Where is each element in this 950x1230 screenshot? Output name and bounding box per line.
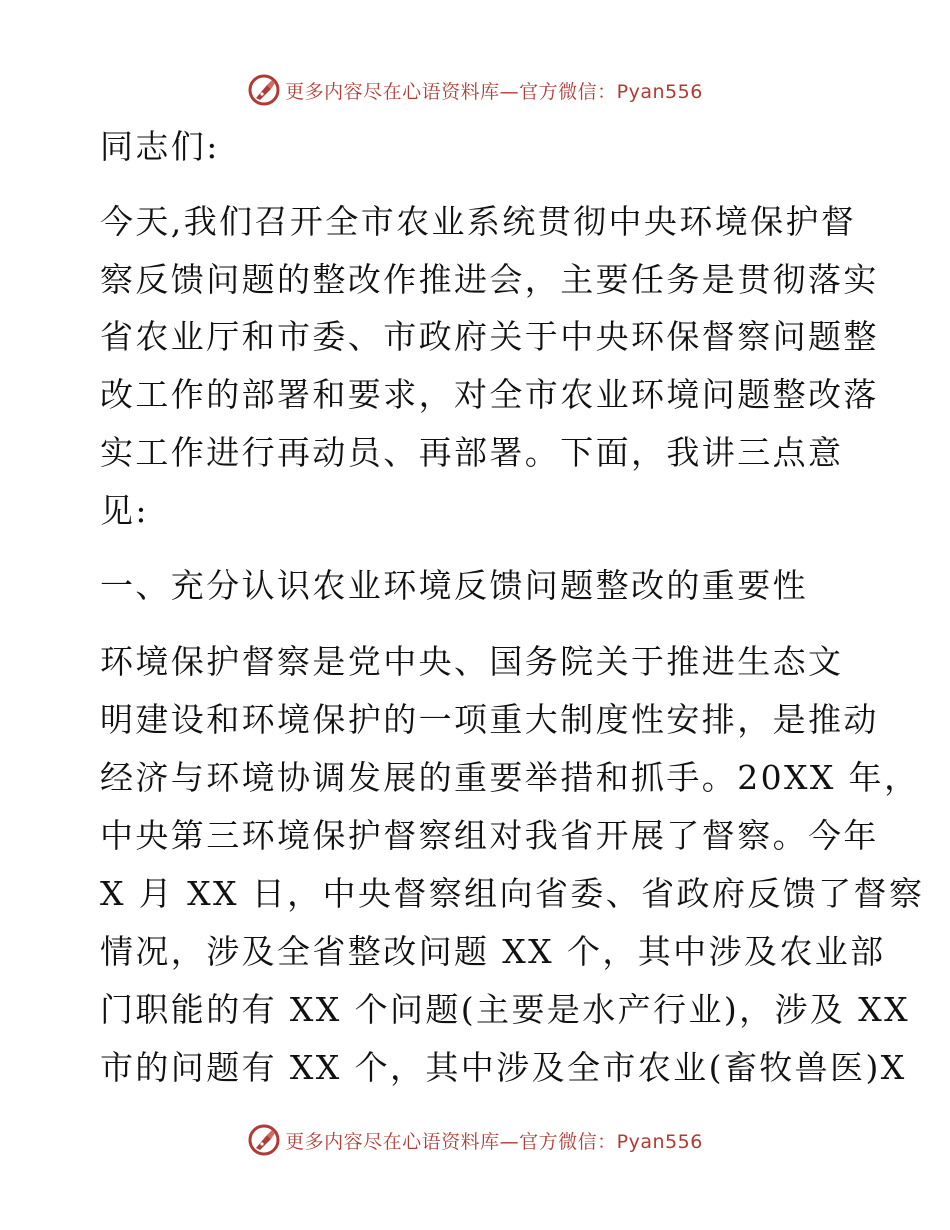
paragraph-line: 察反馈问题的整改作推进会，主要任务是贯彻落实	[100, 260, 879, 299]
section-heading: 一、充分认识农业环境反馈问题整改的重要性	[100, 566, 808, 605]
paragraph-line: 环境保护督察是党中央、国务院关于推进生态文	[100, 642, 844, 681]
paragraph-line: 省农业厅和市委、市政府关于中央环保督察问题整	[100, 317, 879, 356]
paragraph-line: 改工作的部署和要求，对全市农业环境问题整改落	[100, 375, 879, 414]
paragraph-line: 中央第三环境保护督察组对我省开展了督察。今年	[100, 816, 879, 855]
header-banner	[0, 70, 950, 110]
paragraph-line: 今天,我们召开全市农业系统贯彻中央环境保护督	[100, 202, 857, 241]
salutation-line: 同志们:	[100, 127, 220, 166]
footer-banner	[0, 1120, 950, 1160]
footer-banner-text	[285, 1127, 703, 1154]
header-wechat: 官方微信：Pyan556	[519, 80, 703, 103]
paragraph-line: 市的问题有 XX 个，其中涉及全市农业(畜牧兽医)X	[100, 1048, 907, 1087]
paragraph-line: 经济与环境协调发展的重要举措和抓手。20XX 年，	[100, 758, 920, 797]
paragraph-line: X 月 XX 日，中央督察组向省委、省政府反馈了督察	[100, 874, 925, 913]
pen-nib-logo-icon	[247, 73, 281, 107]
footer-site-name: 更多内容尽在心语资料库	[285, 1130, 500, 1153]
paragraph-line: 实工作进行再动员、再部署。下面，我讲三点意	[100, 433, 844, 472]
paragraph-line: 情况，涉及全省整改问题 XX 个，其中涉及农业部	[100, 932, 886, 971]
pen-nib-logo-icon	[247, 1123, 281, 1157]
paragraph-line: 明建设和环境保护的一项重大制度性安排，是推动	[100, 700, 879, 739]
paragraph-line: 见:	[100, 491, 149, 530]
footer-separator: —	[499, 1130, 520, 1153]
footer-wechat: 官方微信：Pyan556	[519, 1130, 703, 1153]
paragraph-line: 门职能的有 XX 个问题(主要是水产行业)，涉及 XX	[100, 990, 910, 1029]
header-site-name: 更多内容尽在心语资料库	[285, 80, 500, 103]
header-separator: —	[499, 80, 520, 103]
header-banner-text	[285, 77, 703, 104]
